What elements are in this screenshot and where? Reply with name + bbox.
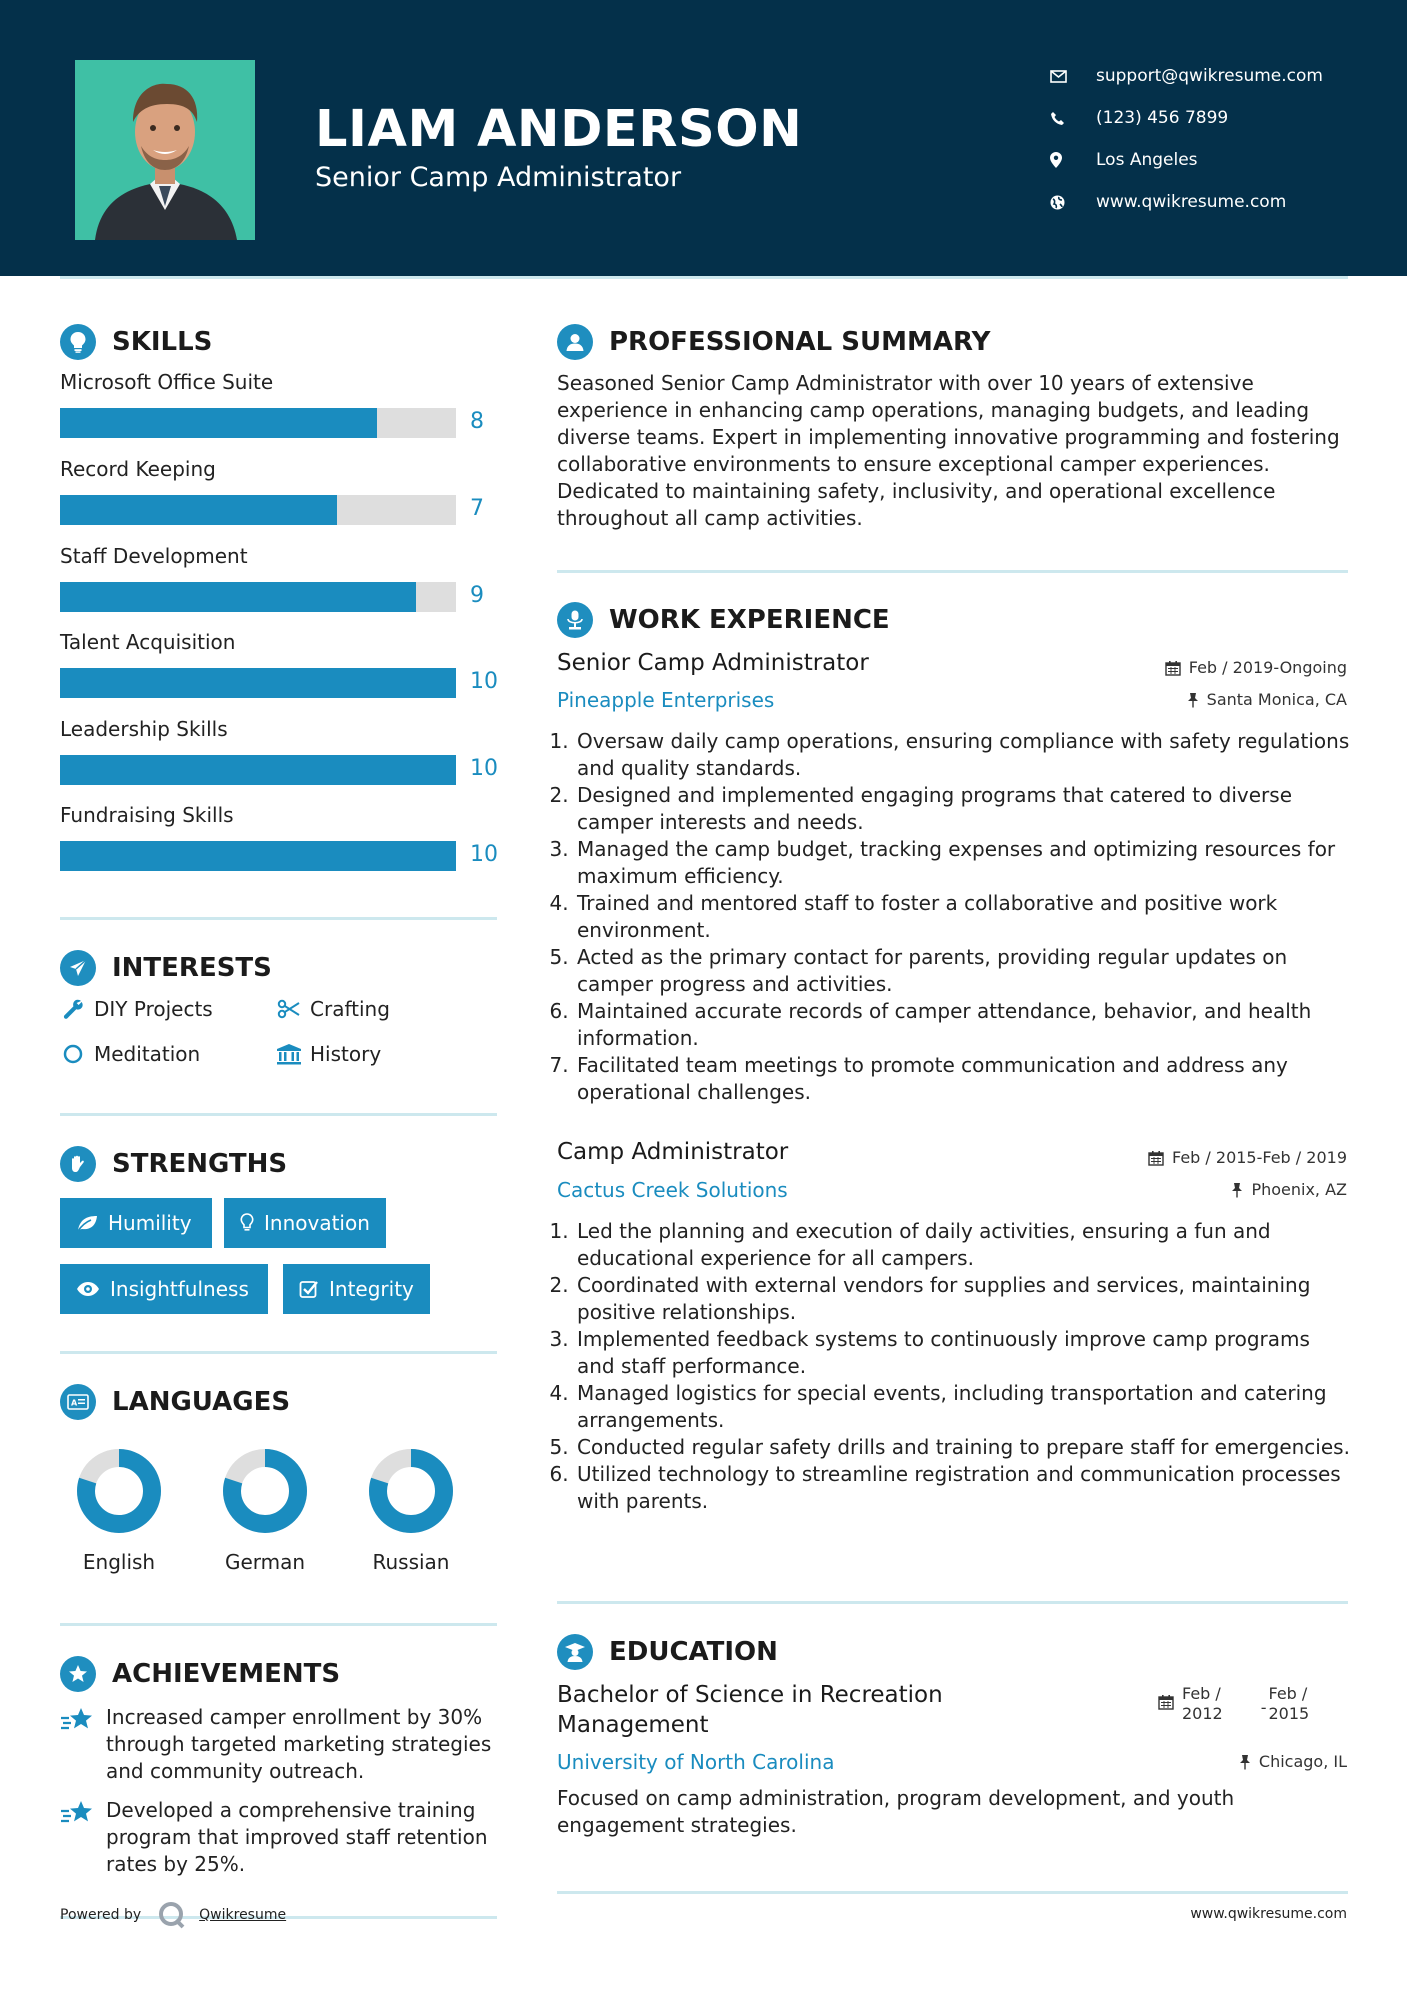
- strength-label: Integrity: [329, 1277, 414, 1301]
- skill-bar-track: [60, 495, 456, 525]
- interests-heading: [60, 950, 272, 986]
- job-company: Cactus Creek Solutions: [557, 1178, 788, 1202]
- job-location: [1187, 690, 1347, 709]
- duty-item: 5. Acted as the primary contact for parents, providing regular updates on camper progress and activities.: [575, 944, 1352, 998]
- thumbtack-icon: [1231, 1182, 1243, 1198]
- achievements-title: ACHIEVEMENTS: [112, 1659, 341, 1689]
- language-donut: [220, 1446, 310, 1536]
- shooting-star-icon: [60, 1797, 96, 1878]
- duty-item: 2. Coordinated with external vendors for supplies and services, maintaining positive relationships.: [575, 1272, 1352, 1326]
- lightbulb-icon: [240, 1213, 254, 1233]
- shooting-star-icon: [60, 1704, 96, 1785]
- experience-title: WORK EXPERIENCE: [609, 605, 890, 635]
- thumbtack-icon: [1187, 692, 1199, 708]
- job-dates-text: Feb / 2019-Ongoing: [1188, 658, 1347, 677]
- duty-item: 3. Implemented feedback systems to continuously improve camp programs and staff performance.: [575, 1326, 1352, 1380]
- education-date-start: [1182, 1684, 1223, 1724]
- interests-title: INTERESTS: [112, 953, 272, 983]
- section-divider: [60, 1623, 497, 1626]
- contact-phone: [1050, 97, 1323, 139]
- contact-location: [1050, 139, 1323, 181]
- degree-title-line2: Management: [557, 1712, 709, 1738]
- powered-by-label: Powered by: [60, 1907, 142, 1923]
- summary-text: Seasoned Senior Camp Administrator with over 10 years of extensive experience in enhancing camp operations, managing budgets, and leading diverse teams. Expert in implementing innovative programming and fostering collaborative environments to ensure exceptional camper experiences. Dedicated to maintaining safety, inclusivity, and operational excellence throughout all camp activities.: [557, 371, 1340, 530]
- strengths-heading: [60, 1146, 287, 1182]
- strength-label: Insightfulness: [110, 1277, 249, 1301]
- map-pin-icon: [1050, 152, 1080, 168]
- phone-icon: [1050, 111, 1080, 126]
- contact-location-text: Los Angeles: [1096, 150, 1198, 170]
- skill-value: 9: [470, 583, 484, 608]
- skills-title: SKILLS: [112, 327, 213, 357]
- strength-badge: [60, 1264, 268, 1314]
- duty-item: 7. Facilitated team meetings to promote communication and address any operational challenges.: [575, 1052, 1352, 1106]
- strength-badge: [283, 1264, 430, 1314]
- globe-icon: [1050, 195, 1080, 210]
- job-location-text: Phoenix, AZ: [1251, 1180, 1347, 1199]
- achievements-heading: [60, 1656, 340, 1692]
- skill-bar-fill: [60, 582, 416, 612]
- duty-item: 1. Oversaw daily camp operations, ensuring compliance with safety regulations and quality standards.: [575, 728, 1352, 782]
- star-badge-icon: [60, 1656, 96, 1692]
- candidate-name: LIAM ANDERSON: [315, 100, 803, 159]
- school-name: University of North Carolina: [557, 1750, 835, 1774]
- skill-bar-track: [60, 668, 456, 698]
- date-separator: -: [1260, 1698, 1267, 1717]
- interest-item: [276, 997, 390, 1021]
- languages-heading: [60, 1384, 290, 1420]
- profile-photo: [75, 60, 255, 240]
- strengths-title: STRENGTHS: [112, 1149, 288, 1179]
- strength-label: Innovation: [264, 1211, 370, 1235]
- candidate-role: Senior Camp Administrator: [315, 162, 682, 193]
- language-label: Russian: [372, 1550, 450, 1574]
- date-end-month: Feb /: [1268, 1684, 1308, 1703]
- duty-item: 4. Trained and mentored staff to foster a collaborative and positive work environment.: [575, 890, 1352, 944]
- lightbulb-icon: [60, 324, 96, 360]
- duty-item: 2. Designed and implemented engaging programs that catered to diverse camper interests and needs.: [575, 782, 1352, 836]
- skill-value: 10: [470, 756, 498, 781]
- powered-by: [60, 1900, 286, 1930]
- duty-item: 4. Managed logistics for special events, including transportation and catering arrangements.: [575, 1380, 1352, 1434]
- footer-website[interactable]: www.qwikresume.com: [1190, 1906, 1347, 1922]
- summary-heading: [557, 324, 990, 360]
- experience-heading: [557, 602, 890, 638]
- section-divider: [60, 917, 497, 920]
- job-location-text: Santa Monica, CA: [1206, 690, 1347, 709]
- interest-item: [276, 1042, 381, 1066]
- education-date-end: [1269, 1684, 1310, 1724]
- contact-list: [1050, 55, 1323, 223]
- section-divider: [60, 1351, 497, 1354]
- calendar-icon: [1158, 1694, 1174, 1710]
- language-label: English: [82, 1550, 156, 1574]
- user-icon: [557, 324, 593, 360]
- skill-name: Leadership Skills: [60, 717, 228, 741]
- languages-title: LANGUAGES: [112, 1387, 291, 1417]
- language-donut: [74, 1446, 164, 1536]
- job-title: Camp Administrator: [557, 1139, 789, 1165]
- job-dates-text: Feb / 2015-Feb / 2019: [1172, 1148, 1347, 1167]
- duty-item: 6. Utilized technology to streamline registration and communication processes with parents.: [575, 1461, 1352, 1515]
- summary-title: PROFESSIONAL SUMMARY: [609, 327, 991, 357]
- interest-label: Crafting: [310, 997, 390, 1021]
- date-start-month: Feb /: [1182, 1684, 1221, 1703]
- achievement-item: [60, 1704, 500, 1785]
- job-title: Senior Camp Administrator: [557, 650, 869, 676]
- circle-icon: [60, 1044, 86, 1064]
- education-dates: [1158, 1684, 1309, 1724]
- skill-bar-track: [60, 841, 456, 871]
- education-location-text: Chicago, IL: [1258, 1752, 1347, 1771]
- achievement-text: Developed a comprehensive training program that improved staff retention rates by 25%.: [106, 1798, 488, 1876]
- strength-label: Humility: [108, 1211, 192, 1235]
- job-company: Pineapple Enterprises: [557, 688, 775, 712]
- skill-name: Record Keeping: [60, 457, 216, 481]
- achievement-text: Increased camper enrollment by 30% through targeted marketing strategies and community outreach.: [106, 1705, 492, 1783]
- skill-name: Talent Acquisition: [60, 630, 236, 654]
- svg-text:A: A: [71, 1398, 78, 1408]
- interest-label: DIY Projects: [94, 997, 213, 1021]
- education-heading: [557, 1634, 778, 1670]
- skill-bar-track: [60, 408, 456, 438]
- contact-phone-text: (123) 456 7899: [1096, 108, 1229, 128]
- skill-bar-fill: [60, 495, 337, 525]
- skill-value: 10: [470, 669, 498, 694]
- skill-bar-fill: [60, 668, 456, 698]
- paper-plane-icon: [60, 950, 96, 986]
- language-item: [64, 1446, 174, 1574]
- strength-badge: [224, 1198, 386, 1248]
- job-dates: [1165, 658, 1347, 677]
- interest-item: [60, 997, 213, 1021]
- duty-item: 5. Conducted regular safety drills and training to prepare staff for emergencies.: [575, 1434, 1352, 1461]
- education-description: Focused on camp administration, program development, and youth engagement strategies.: [557, 1786, 1235, 1837]
- language-donut: [366, 1446, 456, 1536]
- fist-icon: [60, 1146, 96, 1182]
- leaf-icon: [76, 1214, 98, 1232]
- wrench-icon: [60, 998, 86, 1020]
- skill-value: 8: [470, 409, 484, 434]
- strength-badge: [60, 1198, 212, 1248]
- achievement-item: [60, 1797, 500, 1878]
- job-location: [1231, 1180, 1347, 1199]
- contact-website-text[interactable]: www.qwikresume.com: [1096, 192, 1287, 212]
- interest-label: Meditation: [94, 1042, 201, 1066]
- contact-email-text[interactable]: support@qwikresume.com: [1096, 66, 1323, 86]
- section-divider: [557, 570, 1348, 573]
- language-label: German: [224, 1550, 306, 1574]
- job-duties: [557, 728, 1352, 1106]
- calendar-icon: [1148, 1150, 1164, 1166]
- skills-heading: [60, 324, 212, 360]
- scissors-icon: [276, 999, 302, 1019]
- check-square-icon: [299, 1279, 319, 1299]
- duty-item: 1. Led the planning and execution of daily activities, ensuring a fun and educational experience for all campers.: [575, 1218, 1352, 1272]
- section-divider: [557, 1601, 1348, 1604]
- contact-website: [1050, 181, 1323, 223]
- thumbtack-icon: [1239, 1754, 1251, 1770]
- language-item: [356, 1446, 466, 1574]
- eye-icon: [76, 1281, 100, 1297]
- skill-name: Microsoft Office Suite: [60, 370, 274, 394]
- degree-title-line1: Bachelor of Science in Recreation: [557, 1682, 943, 1708]
- skill-bar-fill: [60, 408, 377, 438]
- date-end-year: 2015: [1268, 1704, 1310, 1723]
- bank-icon: [276, 1043, 302, 1065]
- skill-bar-fill: [60, 841, 456, 871]
- contact-email: [1050, 55, 1323, 97]
- duty-item: 3. Managed the camp budget, tracking expenses and optimizing resources for maximum efficiency.: [575, 836, 1352, 890]
- job-dates: [1148, 1148, 1347, 1167]
- skill-name: Fundraising Skills: [60, 803, 234, 827]
- skill-value: 10: [470, 842, 498, 867]
- section-divider: [557, 1891, 1348, 1894]
- language-card-icon: [60, 1384, 96, 1420]
- qwikresume-logo: [157, 1900, 187, 1930]
- resume-header: [0, 0, 1407, 276]
- language-item: [210, 1446, 320, 1574]
- skill-bar-track: [60, 582, 456, 612]
- interest-item: [60, 1042, 200, 1066]
- envelope-icon: [1050, 70, 1080, 83]
- skill-bar-fill: [60, 755, 456, 785]
- graduate-icon: [557, 1634, 593, 1670]
- skill-bar-track: [60, 755, 456, 785]
- duty-item: 6. Maintained accurate records of camper attendance, behavior, and health information.: [575, 998, 1352, 1052]
- podium-icon: [557, 602, 593, 638]
- section-divider: [60, 1113, 497, 1116]
- date-start-year: 2012: [1182, 1704, 1223, 1723]
- interest-label: History: [310, 1042, 382, 1066]
- skill-value: 7: [470, 496, 484, 521]
- job-duties: [557, 1218, 1352, 1515]
- education-title: EDUCATION: [609, 1637, 778, 1667]
- calendar-icon: [1165, 660, 1181, 676]
- header-divider: [60, 276, 1348, 279]
- skill-name: Staff Development: [60, 544, 248, 568]
- education-location: [1239, 1752, 1347, 1771]
- brand-link[interactable]: Qwikresume: [199, 1907, 287, 1923]
